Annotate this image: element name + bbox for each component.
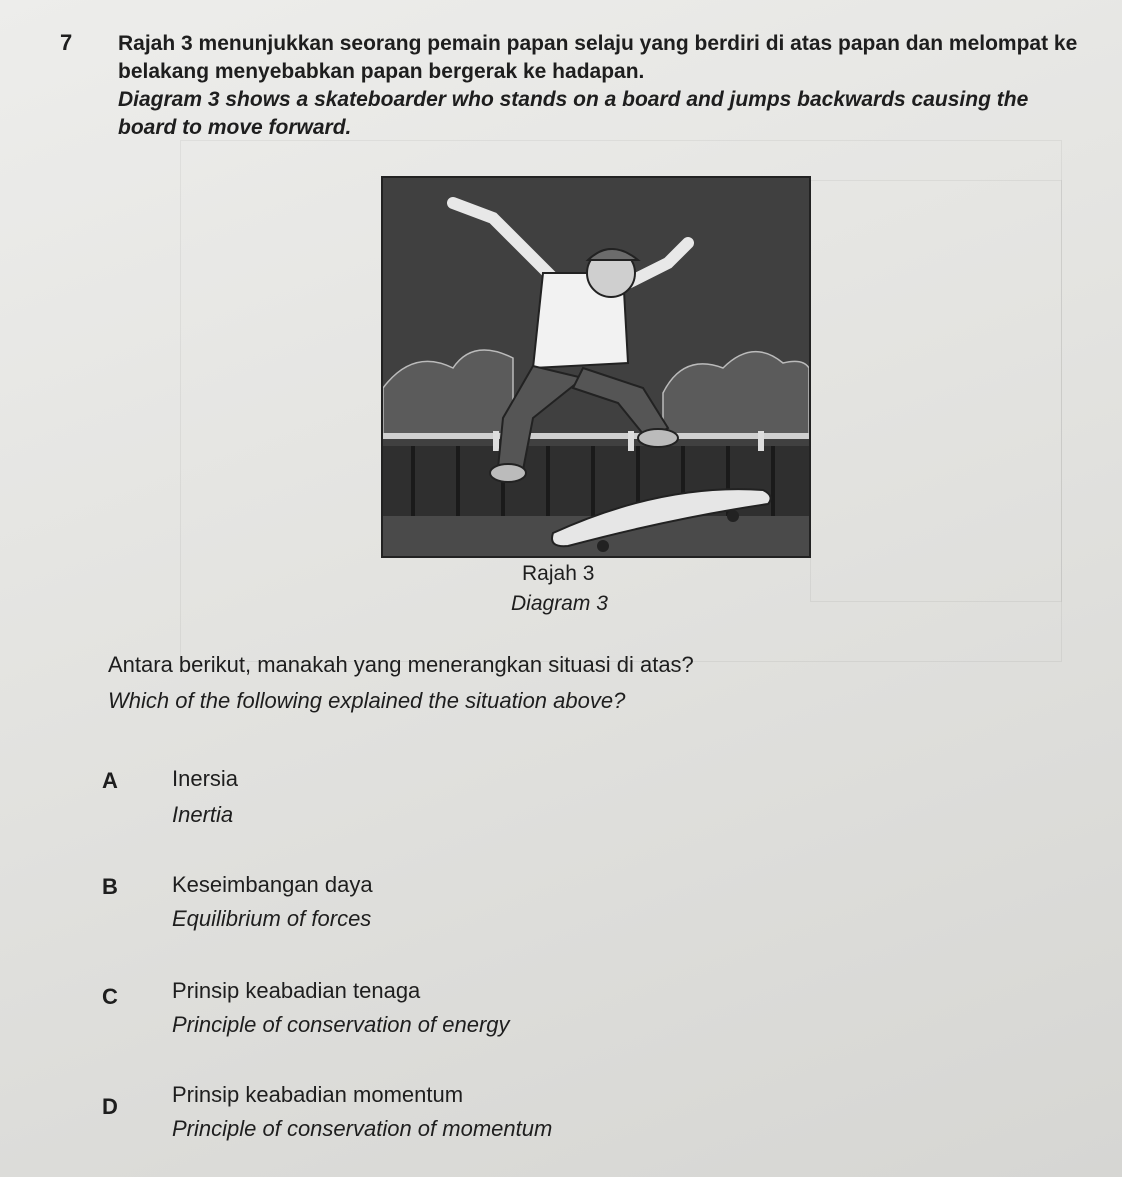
- question-stem: [118, 30, 1078, 142]
- question-stem-english: Diagram 3 shows a skateboarder who stands on a board and jumps backwards causing the board to move forward.: [118, 88, 1029, 139]
- option-text-malay: Inersia: [172, 766, 239, 791]
- skateboarder-figure: [381, 176, 811, 558]
- option-text-english: Inertia: [172, 802, 234, 827]
- skateboarder-illustration-icon: [383, 178, 809, 556]
- option-text-english: Equilibrium of forces: [172, 906, 372, 931]
- option-text-english: Principle of conservation of momentum: [172, 1116, 553, 1141]
- option-text-malay: Keseimbangan daya: [172, 872, 373, 897]
- option-letter: A: [102, 768, 118, 793]
- option-text-malay: Prinsip keabadian tenaga: [172, 978, 421, 1003]
- figure-caption-english: Diagram 3: [511, 592, 608, 615]
- question-prompt-english: Which of the following explained the situation above?: [108, 688, 626, 713]
- question-stem-malay: Rajah 3 menunjukkan seorang pemain papan selaju yang berdiri di atas papan dan melompat ke belakang menyebabkan papan bergerak ke hadapan.: [118, 32, 1078, 83]
- question-number: 7: [60, 30, 73, 55]
- option-text-malay: Prinsip keabadian momentum: [172, 1082, 464, 1107]
- option-letter: D: [102, 1094, 118, 1119]
- background-showthrough-box: [810, 180, 1062, 602]
- option-letter: C: [102, 984, 118, 1009]
- figure-caption-malay: Rajah 3: [522, 562, 595, 585]
- option-text-english: Principle of conservation of energy: [172, 1012, 510, 1037]
- question-prompt-malay: Antara berikut, manakah yang menerangkan situasi di atas?: [108, 652, 694, 677]
- option-letter: B: [102, 874, 118, 899]
